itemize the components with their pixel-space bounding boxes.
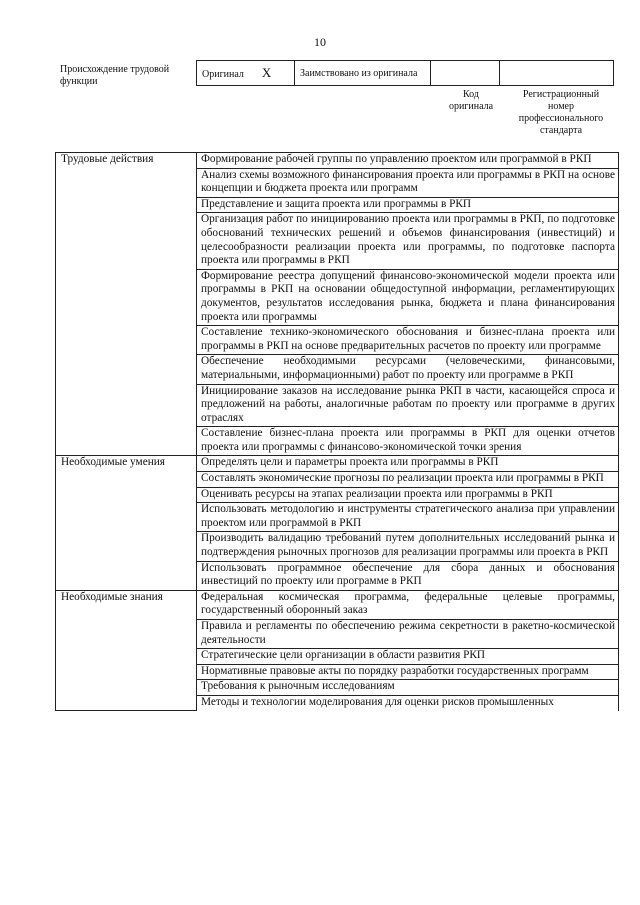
- list-item: Определять цели и параметры проекта или программы в РКП: [197, 456, 619, 472]
- list-item: Формирование реестра допущений финансово-экономической модели проекта или программы в РКП на основании общедоступной информации, регламентирующих документов, результатов исследования рынка, бюджета и плана финансирования проекта или программы: [197, 269, 619, 325]
- list-item: Представление и защита проекта или программы в РКП: [197, 197, 619, 213]
- origin-table: [196, 60, 614, 86]
- code-caption: Код оригинала: [448, 89, 494, 112]
- list-item: Обеспечение необходимыми ресурсами (человеческими, финансовыми, материальными, информационными) работ по проекту или программе в РКП: [197, 355, 619, 384]
- original-mark: X: [261, 64, 272, 80]
- list-item: Использовать программное обеспечение для сбора данных и обоснования инвестиций по проекту или программе в РКП: [197, 561, 619, 590]
- section-label-required-skills: Необходимые умения: [56, 456, 197, 590]
- list-item: Оценивать ресурсы на этапах реализации проекта или программы в РКП: [197, 487, 619, 503]
- list-item: Формирование рабочей группы по управлению проектом или программой в РКП: [197, 153, 619, 169]
- list-item: Требования к рыночным исследованиям: [197, 680, 619, 696]
- origin-label: Происхождение трудовой функции: [60, 64, 170, 87]
- list-item: Методы и технологии моделирования для оценки рисков промышленных: [197, 695, 619, 710]
- list-item: Составлять экономические прогнозы по реализации проекта или программы в РКП: [197, 472, 619, 488]
- list-item: Федеральная космическая программа, федеральные целевые программы, государственный оборонный заказ: [197, 590, 619, 619]
- list-item: Организация работ по инициированию проекта или программы в РКП, по подготовке обоснований технических решений и объемов финансирования (инвестиций) и целесообразности реализации проекта или программы, по подготовке паспорта проекта или программы в РКП: [197, 213, 619, 269]
- origin-reg-number-cell: [500, 61, 614, 86]
- list-item: Правила и регламенты по обеспечению режима секретности в ракетно-космической деятельности: [197, 620, 619, 649]
- list-item: Составление технико-экономического обоснования и бизнес-плана проекта или программы в РКП на основе предварительных расчетов по проекту или программе: [197, 326, 619, 355]
- table-row: [56, 153, 619, 169]
- origin-borrowed-cell: Заимствовано из оригинала: [295, 61, 431, 86]
- table-row: [56, 590, 619, 619]
- list-item: Использовать методологию и инструменты стратегического анализа при управлении проектом или программой в РКП: [197, 503, 619, 532]
- list-item: Составление бизнес-плана проекта или программы в РКП для оценки отчетов проекта или программы с финансово-экономической точки зрения: [197, 427, 619, 456]
- table-row: [56, 456, 619, 472]
- list-item: Стратегические цели организации в области развития РКП: [197, 649, 619, 665]
- list-item: Инициирование заказов на исследование рынка РКП в части, касающейся спроса и предложений на работы, аналогичные работам по проекту или программе в других отраслях: [197, 384, 619, 427]
- origin-code-cell: [431, 61, 500, 86]
- origin-original-cell: [197, 61, 295, 86]
- list-item: Производить валидацию требований путем дополнительных исследований рынка и подтверждения рыночных прогнозов для реализации программы или проекта в РКП: [197, 532, 619, 561]
- section-label-required-knowledge: Необходимые знания: [56, 590, 197, 710]
- list-item: Нормативные правовые акты по порядку разработки государственных программ: [197, 664, 619, 680]
- section-label-labor-actions: Трудовые действия: [56, 153, 197, 456]
- page-number: 10: [314, 35, 326, 49]
- list-item: Анализ схемы возможного финансирования проекта или программы в РКП на основе концепции и бюджета проекта или программ: [197, 168, 619, 197]
- function-table: [55, 152, 619, 711]
- original-label: Оригинал: [202, 68, 244, 80]
- reg-number-caption: Регистрационный номер профессионального стандарта: [518, 89, 604, 136]
